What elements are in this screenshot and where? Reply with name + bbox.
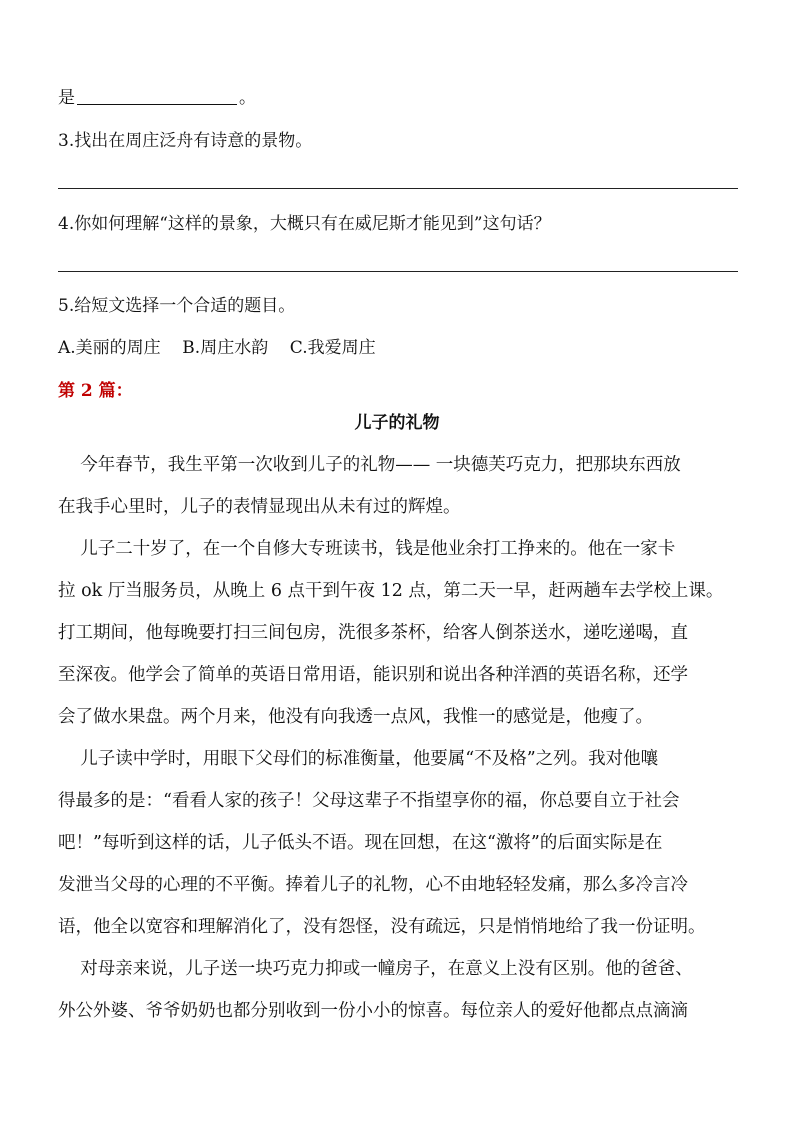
q2-prefix: 是 — [58, 88, 75, 108]
article-line: 语，他全以宽容和理解消化了，没有怨怪，没有疏远，只是悄悄地给了我一份证明。 — [58, 917, 706, 937]
q2-answer-blank[interactable] — [77, 88, 237, 105]
question-5-options: A.美丽的周庄 B.周庄水韵 C.我爱周庄 — [58, 338, 376, 358]
article-line: 拉 ok 厅当服务员，从晚上 6 点干到午夜 12 点，第二天一早，赶两趟车去学校上课。 — [58, 581, 724, 601]
question-5: 5.给短文选择一个合适的题目。 — [58, 296, 296, 316]
section-label: 第 2 篇： — [58, 381, 133, 401]
article-line: 打工期间，他每晚要打扫三间包房，洗很多茶杯，给客人倒茶送水，递吃递喝，直 — [58, 623, 688, 643]
article-line: 对母亲来说，儿子送一块巧克力抑或一幢房子，在意义上没有区别。他的爸爸、 — [58, 959, 693, 979]
article-line: 今年春节，我生平第一次收到儿子的礼物—— 一块德芙巧克力，把那块东西放 — [58, 455, 681, 475]
q3-answer-rule[interactable] — [58, 188, 738, 189]
article-line: 得最多的是：“看看人家的孩子！父母这辈子不指望享你的福，你总要自立于社会 — [58, 791, 680, 811]
article-line: 在我手心里时，儿子的表情显现出从未有过的辉煌。 — [58, 497, 461, 517]
article-line: 会了做水果盘。两个月来，他没有向我透一点风，我惟一的感觉是，他瘦了。 — [58, 707, 653, 727]
q2-suffix: 。 — [239, 88, 256, 108]
q2-answer-line — [58, 87, 256, 109]
article-line: 儿子二十岁了，在一个自修大专班读书，钱是他业余打工挣来的。他在一家卡 — [58, 539, 676, 559]
article-line: 吧！”每听到这样的话，儿子低头不语。现在回想，在这“激将”的后面实际是在 — [58, 833, 663, 853]
q4-answer-rule[interactable] — [58, 271, 738, 272]
question-4: 4.你如何理解“这样的景象，大概只有在威尼斯才能见到”这句话？ — [58, 214, 551, 234]
article-line: 发泄当父母的心理的不平衡。捧着儿子的礼物，心不由地轻轻发痛，那么多冷言冷 — [58, 875, 688, 895]
question-3: 3.找出在周庄泛舟有诗意的景物。 — [58, 131, 313, 151]
article-line: 至深夜。他学会了简单的英语日常用语，能识别和说出各种洋酒的英语名称，还学 — [58, 665, 688, 685]
article-line: 儿子读中学时，用眼下父母们的标准衡量，他要属“不及格”之列。我对他嚷 — [58, 749, 659, 769]
article-line: 外公外婆、爷爷奶奶也都分别收到一份小小的惊喜。每位亲人的爱好他都点点滴滴 — [58, 1001, 688, 1021]
article-title: 儿子的礼物 — [354, 413, 440, 433]
